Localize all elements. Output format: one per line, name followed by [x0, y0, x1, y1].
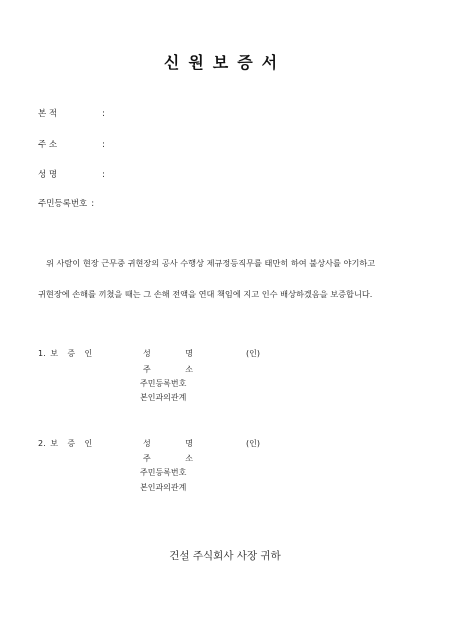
- guarantor-2-name-label: 성 명: [143, 439, 193, 448]
- guarantor-1-relation-label: 본인과의관계: [140, 393, 187, 402]
- field-resident-number-label: 주민등록번호: [38, 199, 88, 209]
- guarantor-2-relation-label: 본인과의관계: [140, 483, 187, 492]
- field-address-label: 주 소: [38, 140, 58, 150]
- guarantor-1-id-label: 주민등록번호: [140, 379, 187, 388]
- field-name-colon: :: [102, 170, 105, 180]
- field-domicile-label: 본 적: [38, 109, 58, 119]
- field-resident-number: [38, 197, 94, 209]
- guarantor-1-address-row: [143, 364, 193, 375]
- guarantor-2-id-label: 주민등록번호: [140, 468, 187, 477]
- guarantor-2-label: 2. 보 증 인: [38, 439, 93, 448]
- addressee: 건설 주식회사 사장 귀하: [169, 550, 281, 562]
- guarantor-2-name-row: [143, 438, 193, 449]
- guarantor-2-address-label: 주 소: [143, 454, 193, 463]
- guarantor-1-seal: (인): [246, 349, 260, 358]
- body-line-2: 귀현장에 손해를 끼쳤을 때는 그 손해 전액을 연대 책임에 지고 인수 배상하겠음을 보증합니다.: [38, 289, 373, 299]
- field-domicile: [38, 107, 105, 119]
- guarantor-1-name-label: 성 명: [143, 349, 193, 358]
- document-title: 신원보증서: [163, 53, 287, 72]
- field-address: [38, 138, 105, 150]
- body-line-1: 위 사람이 현장 근무중 귀현장의 공사 수행상 제규정등직무를 태만히 하여 불상사를 야기하고: [46, 258, 376, 268]
- guarantor-1-address-label: 주 소: [143, 365, 193, 374]
- field-domicile-colon: :: [102, 109, 105, 119]
- field-name: [38, 168, 105, 180]
- field-name-label: 성 명: [38, 170, 58, 180]
- field-resident-number-colon: :: [91, 199, 95, 209]
- guarantor-1-label: 1. 보 증 인: [38, 349, 93, 358]
- field-address-colon: :: [102, 140, 105, 150]
- guarantor-2-seal: (인): [246, 439, 260, 448]
- guarantor-1-name-row: [143, 348, 193, 359]
- guarantor-2-address-row: [143, 453, 193, 464]
